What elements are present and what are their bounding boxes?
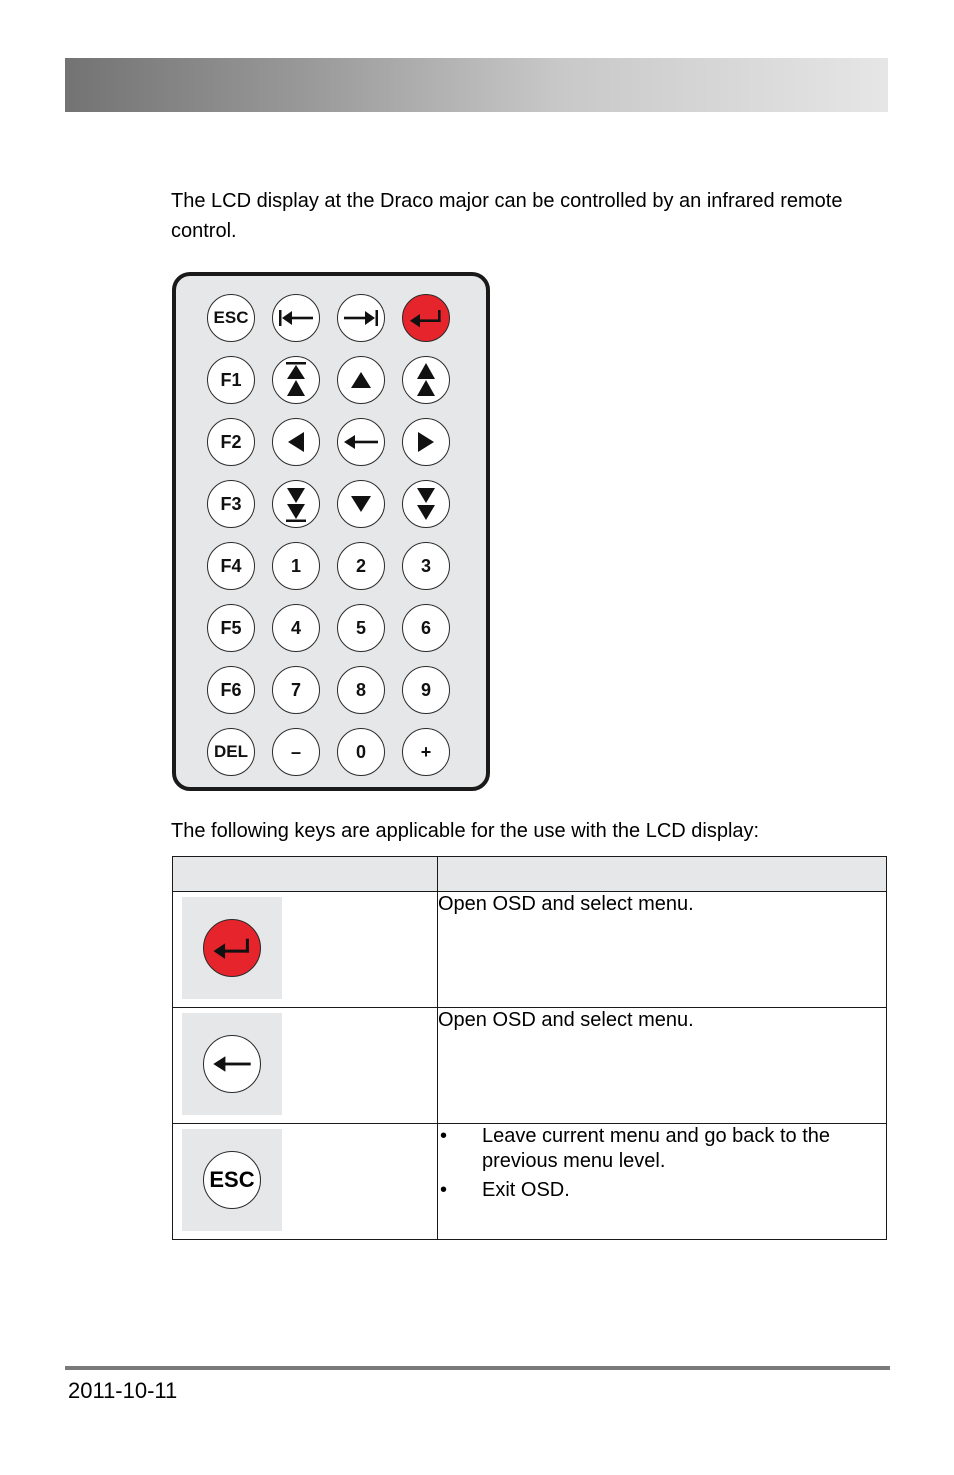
remote-control [172, 272, 490, 791]
key-cell [173, 892, 438, 1008]
key-9 [402, 666, 450, 714]
f2-key-label: F2 [220, 431, 242, 452]
table-row [173, 892, 887, 1008]
table-header-cell [173, 857, 438, 892]
f6-key-label: F6 [220, 679, 242, 700]
down-icon [337, 480, 385, 528]
f2-key [207, 418, 255, 466]
key-8-label: 8 [355, 679, 366, 700]
key-4-label: 4 [290, 617, 301, 638]
key-2-label: 2 [355, 555, 366, 576]
f1-key-label: F1 [220, 369, 242, 390]
f3-key-label: F3 [220, 493, 242, 514]
skip-to-end-icon [337, 294, 385, 342]
key-1-label: 1 [290, 555, 301, 576]
intro-text: The LCD display at the Draco major can be controlled by an infrared remote control. [171, 190, 843, 242]
table-header-row [173, 857, 887, 892]
key-4 [272, 604, 320, 652]
key-cell [173, 1124, 438, 1240]
esc-key-label: ESC [213, 308, 249, 327]
del-key [207, 728, 255, 776]
page-bottom-icon [272, 480, 320, 528]
list-item: • Leave current menu and go back to the previous menu level. [438, 1124, 886, 1174]
minus-key [272, 728, 320, 776]
up-icon [337, 356, 385, 404]
table-row [173, 1124, 887, 1240]
key-7 [272, 666, 320, 714]
key-6-label: 6 [420, 617, 431, 638]
keys-table [172, 856, 887, 1240]
backspace-arrow-icon [203, 1035, 261, 1093]
footer-divider [65, 1366, 890, 1370]
key-3 [402, 542, 450, 590]
minus-key-label: – [290, 741, 301, 762]
left-icon [272, 418, 320, 466]
page-up-icon [402, 356, 450, 404]
f5-key-label: F5 [220, 617, 242, 638]
backspace-arrow-icon [337, 418, 385, 466]
key-6 [402, 604, 450, 652]
key-cell [173, 1008, 438, 1124]
page-down-icon [402, 480, 450, 528]
table-header-cell [438, 857, 887, 892]
key-8 [337, 666, 385, 714]
key-image [182, 1013, 282, 1115]
keys-intro-text: The following keys are applicable for the use with the LCD display: [171, 820, 760, 842]
key-image [182, 1129, 282, 1231]
f3-key [207, 480, 255, 528]
f4-key-label: F4 [220, 555, 242, 576]
enter-icon [402, 294, 450, 342]
esc-key-label: ESC [209, 1167, 255, 1192]
table-row [173, 1008, 887, 1124]
plus-key [402, 728, 450, 776]
plus-key-label: + [420, 741, 432, 762]
bullet-list [438, 1124, 886, 1203]
key-5-label: 5 [355, 617, 366, 638]
key-0 [337, 728, 385, 776]
key-2 [337, 542, 385, 590]
page-top-icon [272, 356, 320, 404]
key-0-label: 0 [355, 741, 366, 762]
esc-key [207, 294, 255, 342]
f6-key [207, 666, 255, 714]
key-3-label: 3 [420, 555, 431, 576]
right-icon [402, 418, 450, 466]
footer-date: 2011-10-11 [68, 1378, 178, 1403]
list-item: • Exit OSD. [438, 1178, 886, 1203]
enter-icon [203, 919, 261, 977]
esc-key [203, 1151, 261, 1209]
key-5 [337, 604, 385, 652]
key-7-label: 7 [290, 679, 301, 700]
f5-key [207, 604, 255, 652]
del-key-label: DEL [214, 742, 248, 761]
key-image [182, 897, 282, 999]
key-1 [272, 542, 320, 590]
f4-key [207, 542, 255, 590]
description-cell: Open OSD and select menu. [438, 892, 887, 1008]
skip-to-start-icon [272, 294, 320, 342]
header-bar [65, 58, 888, 112]
description-cell: Open OSD and select menu. [438, 1008, 887, 1124]
f1-key [207, 356, 255, 404]
key-9-label: 9 [420, 679, 431, 700]
description-cell [438, 1124, 887, 1240]
